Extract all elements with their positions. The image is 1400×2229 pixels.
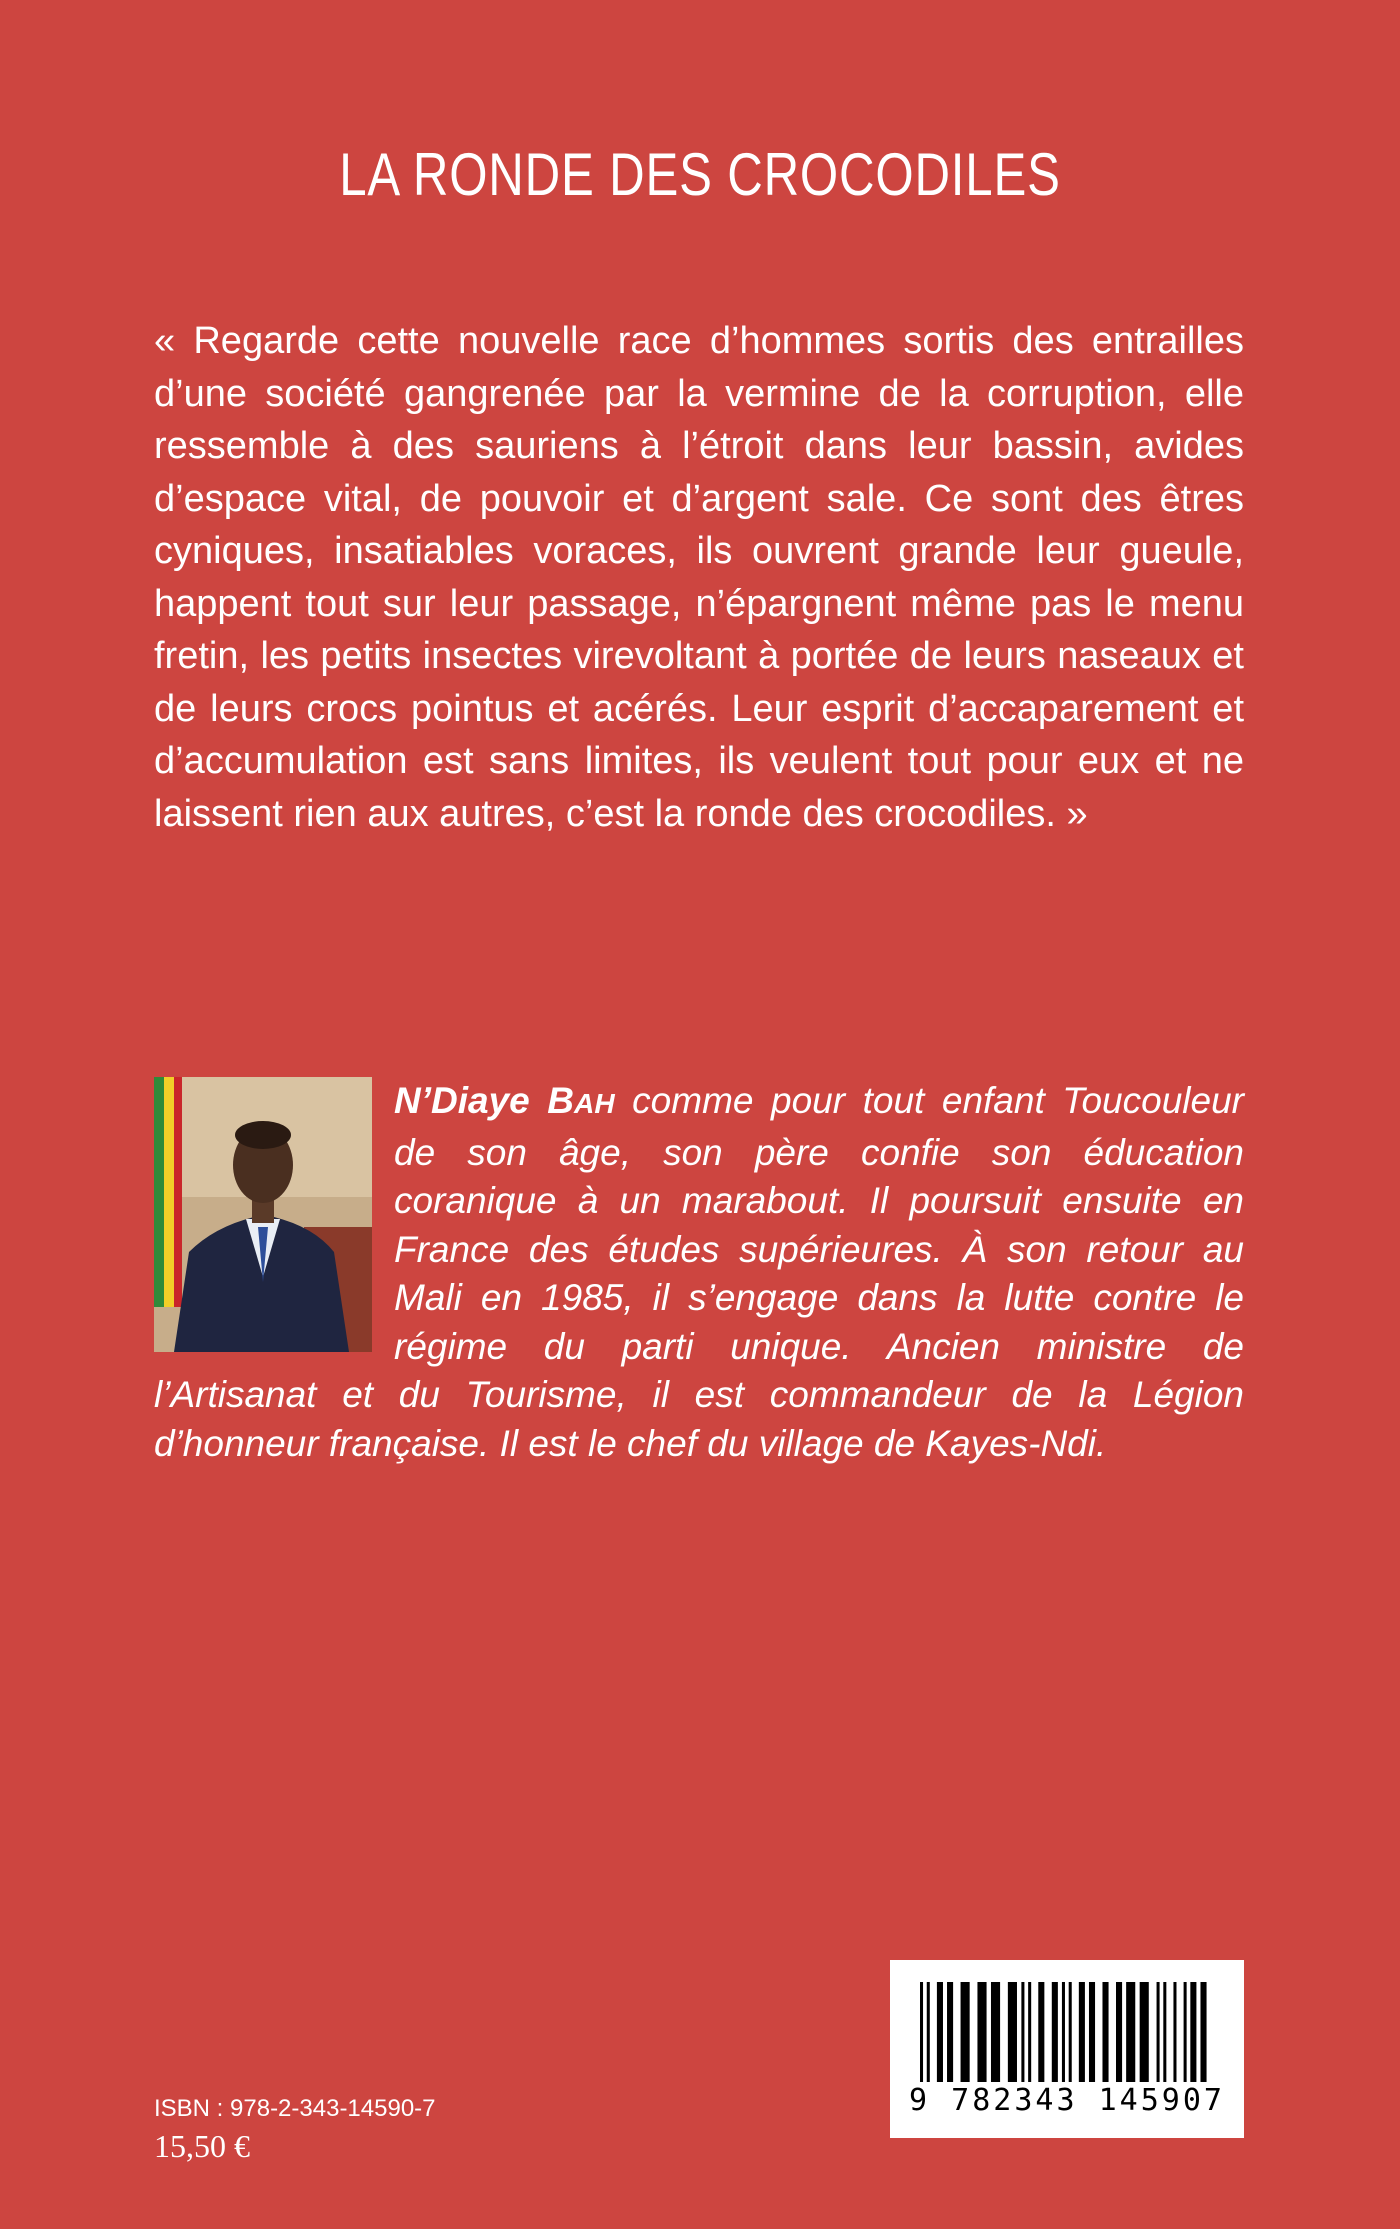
barcode-bar	[1163, 1982, 1166, 2082]
barcode-bar	[1021, 1982, 1024, 2082]
barcode-bar	[1028, 1982, 1031, 2082]
barcode-bar	[1140, 1982, 1149, 2082]
barcode-bar	[961, 1982, 970, 2082]
price: 15,50 €	[154, 2128, 250, 2164]
barcode-bar	[1062, 1982, 1065, 2082]
photo-spacer	[154, 1077, 394, 1367]
barcode-bar	[1200, 1982, 1206, 2082]
back-cover-quote: « Regarde cette nouvelle race d’hommes sortis des entrailles d’une société gangrenée par la vermine de la corruption, elle ressemble à des sauriens à l’étroit dans leur bassin, avides d’espace vital, de pouvoir et d’argent sale. Ce sont des êtres cyniques, insatiables voraces, ils ouvrent grande leur gueule, happent tout sur leur passage, n’épargnent même pas le menu fretin, les petits insectes virevoltant à portée de leurs naseaux et de leurs crocs pointus et acérés. Leur esprit d’accaparement et d’accumulation est sans limites, ils veulent tout pour eux et ne laissent rien aux autres, c’est la ronde des crocodiles. »	[154, 320, 1244, 835]
author-bio	[154, 1077, 1244, 1468]
barcode-number: 9 782343 145907	[909, 2083, 1225, 2118]
barcode-bar	[1089, 1982, 1095, 2082]
barcode-bar	[1069, 1982, 1072, 2082]
barcode-bar	[927, 1982, 930, 2082]
barcode-bar	[1116, 1982, 1122, 2082]
barcode-bar	[1126, 1982, 1135, 2082]
barcode-bar	[1157, 1982, 1160, 2082]
barcode	[890, 1960, 1244, 2138]
barcode-bar	[1052, 1982, 1058, 2082]
barcode-bar	[937, 1982, 943, 2082]
barcode-bar	[1038, 1982, 1044, 2082]
book-title: LA RONDE DES CROCODILES	[339, 141, 1061, 208]
author-bio-text: comme pour tout enfant Toucouleur de son âge, son père confie son éducation coranique à un marabout. Il poursuit ensuite en France des études supérieures. À son retour au Mali en 1985, il s’engage dans la lutte contre le régime du parti unique. Ancien ministre de l’Artisanat et du Tourisme, il est commandeur de la Légion d’honneur française. Il est le chef du village de Kayes-Ndi.	[154, 1080, 1244, 1464]
barcode-bar	[920, 1982, 923, 2082]
barcode-bar	[947, 1982, 953, 2082]
barcode-bar	[1102, 1982, 1108, 2082]
barcode-bars	[920, 1982, 1214, 2082]
barcode-bar	[1184, 1982, 1187, 2082]
barcode-bar	[1190, 1982, 1196, 2082]
barcode-bar	[1079, 1982, 1085, 2082]
barcode-bar	[1008, 1982, 1017, 2082]
barcode-bar	[991, 1982, 1000, 2082]
barcode-bar	[1173, 1982, 1176, 2082]
author-name: N’Diaye BAH	[394, 1080, 615, 1121]
barcode-bar	[977, 1982, 986, 2082]
isbn: ISBN : 978-2-343-14590-7	[154, 2095, 436, 2122]
